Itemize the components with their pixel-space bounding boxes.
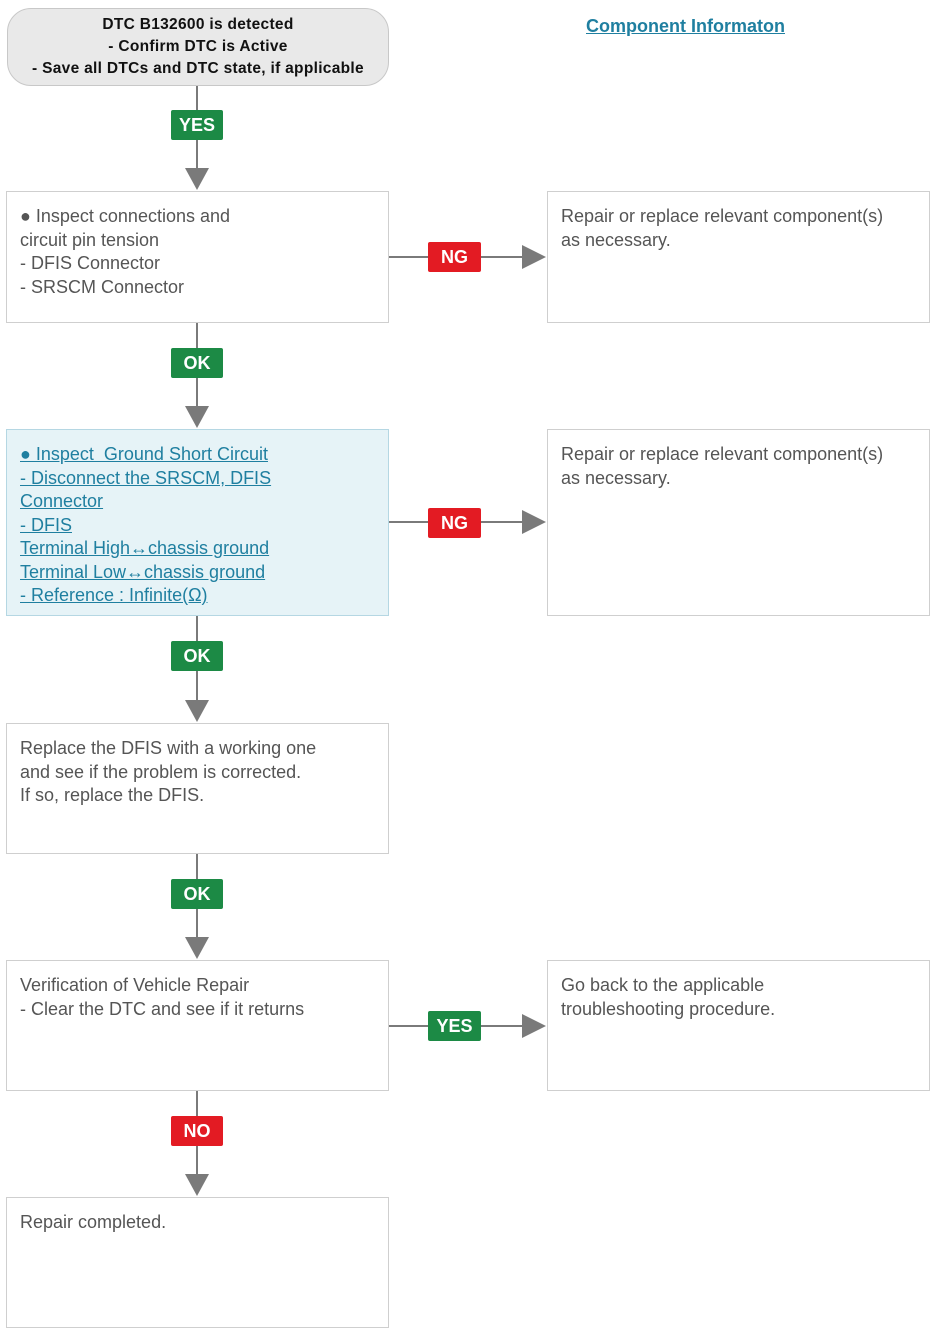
step-text: - SRSCM Connector [20,276,185,297]
step-text: Replace the DFIS with a working one [20,738,317,758]
arrowhead-down [185,168,209,190]
step-text: troubleshooting procedure. [561,998,776,1019]
step-verification [6,960,389,1091]
step-link-text[interactable]: Terminal Low↔chassis ground [20,561,266,582]
badge-ng: NG [428,242,481,272]
step-ground-short-link[interactable] [6,429,389,616]
step-text: Verification of Vehicle Repair [20,975,250,995]
step-text: Repair or replace relevant component(s) [561,444,884,464]
badge-yes: YES [171,110,223,140]
start-line: DTC B132600 is detected [102,16,294,33]
step-inspect-connections [6,191,389,323]
step-link-text[interactable]: - Reference : Infinite(Ω) [20,585,208,605]
step-text: circuit pin tension [20,229,160,250]
step-text: Repair or replace relevant component(s) [561,206,884,226]
badge-ng: NG [428,508,481,538]
step-text: - DFIS Connector [20,253,161,273]
step-text: and see if the problem is corrected. [20,761,302,782]
arrowhead-right [522,1014,546,1038]
arrowhead-right [522,510,546,534]
step-repair-completed [6,1197,389,1328]
step-text: Go back to the applicable [561,975,765,995]
badge-ok: OK [171,641,223,671]
step-text: as necessary. [561,467,671,488]
badge-ok: OK [171,879,223,909]
step-link-text[interactable]: - DFIS [20,514,72,535]
arrowhead-down [185,700,209,722]
badge-yes: YES [428,1011,481,1041]
step-link-text[interactable]: Connector [20,491,104,511]
start-node [7,8,389,86]
arrowhead-down [185,406,209,428]
arrowhead-down [185,937,209,959]
step-text: - Clear the DTC and see if it returns [20,998,305,1019]
step-repair-2 [547,429,930,616]
arrowhead-down [185,1174,209,1196]
start-line: - Confirm DTC is Active [108,38,288,55]
step-text: If so, replace the DFIS. [20,785,205,805]
start-line: - Save all DTCs and DTC state, if applicable [32,60,364,77]
step-text: as necessary. [561,229,671,250]
component-information-link[interactable]: Component Informaton [586,16,785,36]
badge-ok: OK [171,348,223,378]
step-go-back [547,960,930,1091]
step-text: ● Inspect connections and [20,206,231,226]
step-repair-1 [547,191,930,323]
badge-no: NO [171,1116,223,1146]
step-link-text[interactable]: - Disconnect the SRSCM, DFIS [20,467,272,488]
step-text: Repair completed. [20,1212,167,1232]
arrowhead-right [522,245,546,269]
step-link-text[interactable]: Terminal High↔chassis ground [20,538,270,558]
step-link-text[interactable]: ● Inspect Ground Short Circuit [20,444,268,464]
step-replace-dfis [6,723,389,854]
